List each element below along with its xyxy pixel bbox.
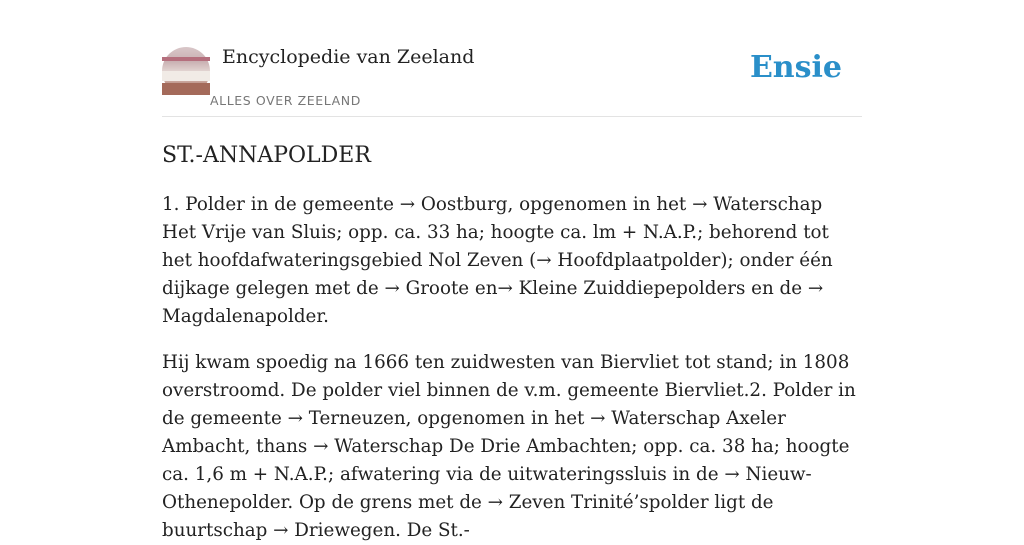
article-paragraph: Hij kwam spoedig na 1666 ten zuidwesten van Biervliet tot stand; in 1808 overstroomd. De polder viel binnen de v.m. gemeente Biervliet.2. Polder in de gemeente → Terneuzen, opgenomen in het → Waterschap Axeler Ambacht, thans → Waterschap De Drie Ambachten; opp. ca. 38 ha; hoogte ca. 1,6 m + N.A.P.; afwatering via de uitwateringssluis in de → Nieuw-Othenepolder. Op de grens met de → Zeven Trinité’spolder ligt de buurtschap → Driewegen. De St.- xyxy=(162,352,856,541)
site-subtitle: ALLES OVER ZEELAND xyxy=(210,93,361,108)
site-title[interactable]: Encyclopedie van Zeeland xyxy=(222,46,475,68)
avatar-band xyxy=(162,83,210,95)
content-container xyxy=(162,0,862,545)
article-paragraph: 1. Polder in de gemeente → Oostburg, opgenomen in het → Waterschap Het Vrije van Sluis; opp. ca. 33 ha; hoogte ca. lm + N.A.P.; behorend tot het hoofdafwateringsgebied Nol Zeven (→ Hoofdplaatpolder); onder één dijkage gelegen met de → Groote en→ Kleine Zuiddiepepolders en de → Magdalenapolder. xyxy=(162,194,833,327)
site-header xyxy=(162,0,862,117)
article-title: ST.-ANNAPOLDER xyxy=(162,143,371,168)
avatar-band xyxy=(162,71,210,81)
brand-logo-link[interactable]: Ensie xyxy=(749,50,842,85)
site-avatar[interactable] xyxy=(162,47,210,95)
avatar-band xyxy=(162,57,210,61)
